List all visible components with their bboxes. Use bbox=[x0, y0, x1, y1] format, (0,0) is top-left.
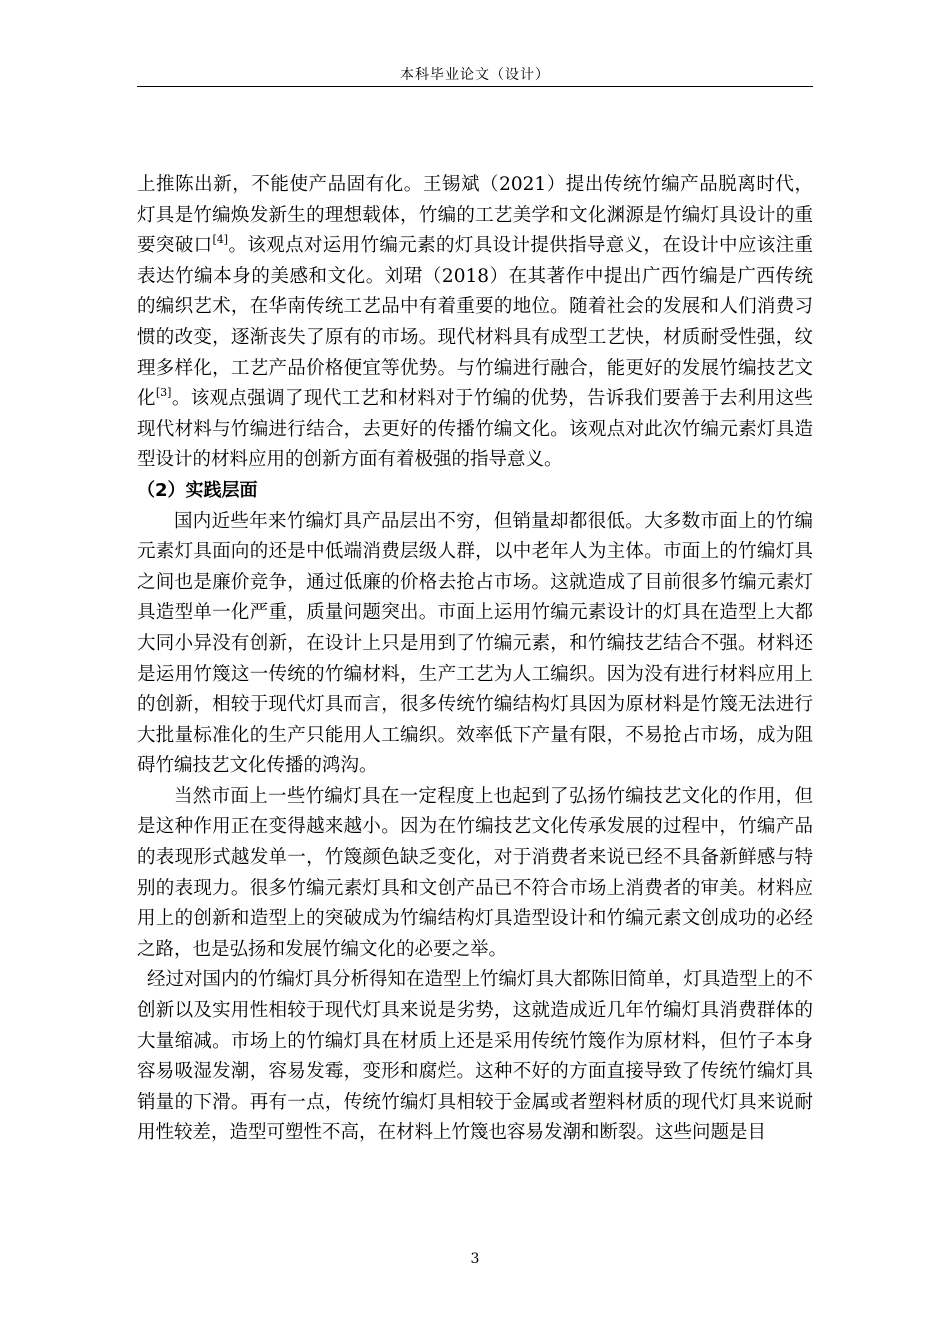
paragraph-practice-1: 国内近些年来竹编灯具产品层出不穷，但销量却都很低。大多数市面上的竹编元素灯具面向的还是中低端消费层级人群，以中老年人为主体。市面上的竹编灯具之间也是廉价竞争，通过低廉的价格去抢占市场。这就造成了目前很多竹编元素灯具造型单一化严重，质量问题突出。市面上运用竹编元素设计的灯具在造型上大都大同小异没有创新，在设计上只是用到了竹编元素，和竹编技艺结合不强。材料还是运用竹篾这一传统的竹编材料，生产工艺为人工编织。因为没有进行材料应用上的创新，相较于现代灯具而言，很多传统竹编结构灯具因为原材料是竹篾无法进行大批量标准化的生产只能用人工编织。效率低下产量有限，不易抢占市场，成为阻碍竹编技艺文化传播的鸿沟。 bbox=[137, 510, 813, 777]
citation-ref: [3] bbox=[155, 386, 172, 400]
paragraph-text: 。该观点强调了现代工艺和材料对于竹编的优势，告诉我们要善于去利用这些现代材料与竹编进行结合，去更好的传播竹编文化。该观点对此次竹编元素灯具造型设计的材料应用的创新方面有着极强的指导意义。 bbox=[137, 388, 813, 471]
paragraph-practice-2: 当然市面上一些竹编灯具在一定程度上也起到了弘扬竹编技艺文化的作用，但是这种作用正在变得越来越小。因为在竹编技艺文化传承发展的过程中，竹编产品的表现形式越发单一，竹篾颜色缺乏变化，对于消费者来说已经不具备新鲜感与特别的表现力。很多竹编元素灯具和文创产品已不符合市场上消费者的审美。材料应用上的创新和造型上的突破成为竹编结构灯具造型设计和竹编元素文创成功的必经之路，也是弘扬和发展竹编文化的必要之举。 bbox=[137, 785, 813, 960]
citation-ref: [4] bbox=[212, 233, 229, 247]
header-rule bbox=[137, 86, 813, 87]
paragraph-literature-review bbox=[137, 170, 813, 476]
paragraph-text: 。该观点对运用竹编元素的灯具设计提供指导意义，在设计中应该注重表达竹编本身的美感和文化。刘珺（2018）在其著作中提出广西竹编是广西传统的编织艺术，在华南传统工艺品中有着重要的地位。随着社会的发展和人们消费习惯的改变，逐渐丧失了原有的市场。现代材料具有成型工艺快，材质耐受性强，纹理多样化，工艺产品价格便宜等优势。与竹编进行融合，能更好的发展竹编技艺文化 bbox=[137, 235, 813, 410]
page-number: 3 bbox=[470, 1251, 480, 1267]
running-header: 本科毕业论文（设计） bbox=[400, 67, 550, 83]
page-body bbox=[137, 170, 813, 1149]
paragraph-practice-3: 经过对国内的竹编灯具分析得知在造型上竹编灯具大都陈旧简单，灯具造型上的不创新以及实用性相较于现代灯具来说是劣势，这就造成近几年竹编灯具消费群体的大量缩减。市场上的竹编灯具在材质上还是采用传统竹篾作为原材料，但竹子本身容易吸湿发潮，容易发霉，变形和腐烂。这种不好的方面直接导致了传统竹编灯具销量的下滑。再有一点，传统竹编灯具相较于金属或者塑料材质的现代灯具来说耐用性较差，造型可塑性不高，在材料上竹篾也容易发潮和断裂。这些问题是目 bbox=[137, 969, 814, 1144]
section-heading: （2）实践层面 bbox=[137, 479, 258, 501]
paragraph-text: 上推陈出新，不能使产品固有化。王锡斌（2021）提出传统竹编产品脱离时代，灯具是竹编焕发新生的理想载体，竹编的工艺美学和文化渊源是竹编灯具设计的重要突破口 bbox=[137, 174, 813, 257]
